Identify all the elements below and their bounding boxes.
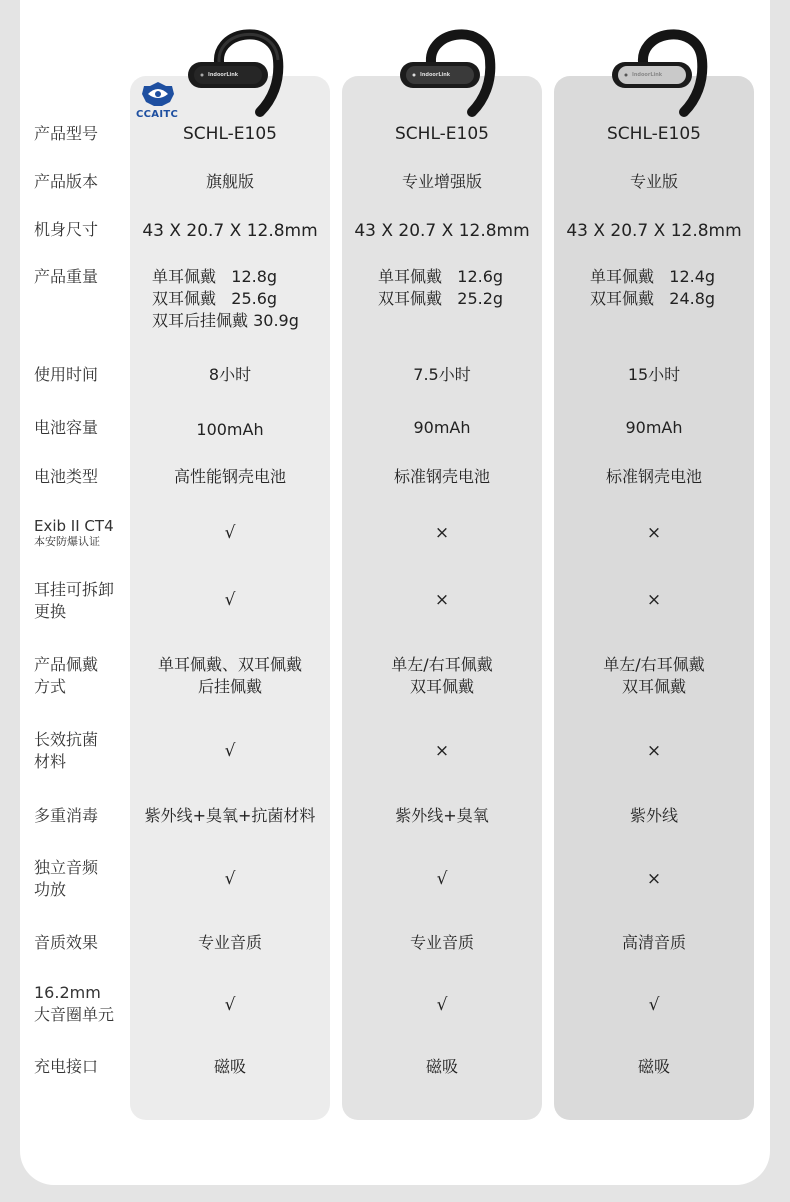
value-charging: 磁吸 (637, 1057, 670, 1076)
value-disinfection: 紫外线+臭氧 (395, 806, 489, 825)
value-antibacterial: × (434, 741, 450, 761)
value-antibacterial: × (646, 741, 662, 761)
wear-line: 单左/右耳佩戴 (603, 655, 705, 674)
value-version: 旗舰版 (205, 172, 254, 191)
label-sound: 音质效果 (34, 933, 99, 952)
label-weight: 产品重量 (34, 267, 99, 286)
weight-line: 单耳佩戴 12.6g (378, 267, 504, 286)
value-charging: 磁吸 (213, 1057, 246, 1076)
value-exib: × (646, 523, 662, 543)
label-detachable (34, 579, 130, 623)
label-line: 材料 (34, 752, 67, 771)
label-battery-capacity: 电池容量 (34, 418, 99, 437)
weight-line: 双耳佩戴 25.2g (378, 289, 504, 308)
weight-line: 单耳佩戴 12.4g (590, 267, 716, 286)
value-weight (554, 266, 754, 310)
value-detachable: √ (224, 590, 236, 610)
value-battery-capacity: 90mAh (625, 418, 683, 437)
value-size: 43 X 20.7 X 12.8mm (354, 221, 530, 241)
value-model: SCHL-E105 (183, 124, 277, 144)
label-line: 独立音频 (34, 858, 99, 877)
value-battery-capacity: 90mAh (413, 418, 471, 437)
wear-line: 单左/右耳佩戴 (391, 655, 493, 674)
product-image-pro-plus (392, 20, 502, 120)
label-line: 产品佩戴 (34, 655, 99, 674)
value-weight (130, 266, 330, 332)
label-line: 功放 (34, 880, 67, 899)
value-battery-type: 标准钢壳电池 (605, 467, 702, 486)
value-wear-mode (130, 654, 330, 698)
value-driver: √ (436, 995, 448, 1015)
value-battery-type: 标准钢壳电池 (393, 467, 490, 486)
value-exib: × (434, 523, 450, 543)
wear-line: 后挂佩戴 (197, 677, 262, 696)
label-driver (34, 982, 130, 1026)
product-image-pro (604, 20, 714, 120)
weight-line: 单耳佩戴 12.8g (152, 267, 278, 286)
label-exib (34, 518, 130, 548)
value-version: 专业版 (629, 172, 678, 191)
value-independent-amp: √ (224, 869, 236, 889)
label-battery-type: 电池类型 (34, 467, 99, 486)
value-size: 43 X 20.7 X 12.8mm (566, 221, 742, 241)
product-brand: IndoorLink (208, 72, 239, 78)
value-sound: 高清音质 (621, 933, 686, 952)
value-wear-mode (554, 654, 754, 698)
value-version: 专业增强版 (401, 172, 482, 191)
value-wear-mode (342, 654, 542, 698)
weight-line: 双耳佩戴 25.6g (152, 289, 278, 308)
weight-line: 双耳佩戴 24.8g (590, 289, 716, 308)
wear-line: 双耳佩戴 (409, 677, 474, 696)
wear-line: 单耳佩戴、双耳佩戴 (157, 655, 302, 674)
label-version: 产品版本 (34, 172, 99, 191)
label-wear-mode (34, 654, 130, 698)
label-independent-amp (34, 857, 130, 901)
label-disinfection: 多重消毒 (34, 806, 99, 825)
label-line: 更换 (34, 602, 67, 621)
label-usage-time: 使用时间 (34, 365, 99, 384)
value-detachable: × (646, 590, 662, 610)
value-usage-time: 8小时 (208, 365, 252, 384)
label-antibacterial (34, 729, 130, 773)
product-brand: IndoorLink (632, 72, 663, 78)
value-disinfection: 紫外线 (629, 806, 678, 825)
label-line: 方式 (34, 677, 67, 696)
label-line: 长效抗菌 (34, 730, 99, 749)
label-line: 大音圈单元 (34, 1005, 115, 1024)
value-independent-amp: × (646, 869, 662, 889)
value-usage-time: 7.5小时 (413, 365, 471, 384)
value-driver: √ (224, 995, 236, 1015)
product-image-flagship (180, 20, 290, 120)
logo-text: CCAITC (136, 109, 179, 120)
value-battery-type: 高性能钢壳电池 (173, 467, 286, 486)
label-model: 产品型号 (34, 124, 99, 143)
value-usage-time: 15小时 (627, 365, 681, 384)
value-model: SCHL-E105 (395, 124, 489, 144)
value-sound: 专业音质 (409, 933, 474, 952)
value-size: 43 X 20.7 X 12.8mm (142, 221, 318, 241)
value-driver: √ (648, 995, 660, 1015)
product-brand: IndoorLink (420, 72, 451, 78)
value-independent-amp: √ (436, 869, 448, 889)
value-disinfection: 紫外线+臭氧+抗菌材料 (144, 806, 316, 825)
value-sound: 专业音质 (197, 933, 262, 952)
wear-line: 双耳佩戴 (621, 677, 686, 696)
label-line: 16.2mm (34, 983, 101, 1002)
label-size: 机身尺寸 (34, 220, 99, 239)
value-weight (342, 266, 542, 310)
label-exib-sub: 本安防爆认证 (34, 535, 100, 548)
value-charging: 磁吸 (425, 1057, 458, 1076)
label-exib-main: Exib II CT4 (34, 517, 114, 535)
ccaitc-logo (134, 80, 184, 122)
value-exib: √ (224, 523, 236, 543)
weight-line: 双耳后挂佩戴 30.9g (152, 311, 299, 330)
value-model: SCHL-E105 (607, 124, 701, 144)
value-battery-capacity: 100mAh (196, 420, 264, 439)
value-antibacterial: √ (224, 741, 236, 761)
label-charging: 充电接口 (34, 1057, 99, 1076)
value-detachable: × (434, 590, 450, 610)
label-line: 耳挂可拆卸 (34, 580, 115, 599)
